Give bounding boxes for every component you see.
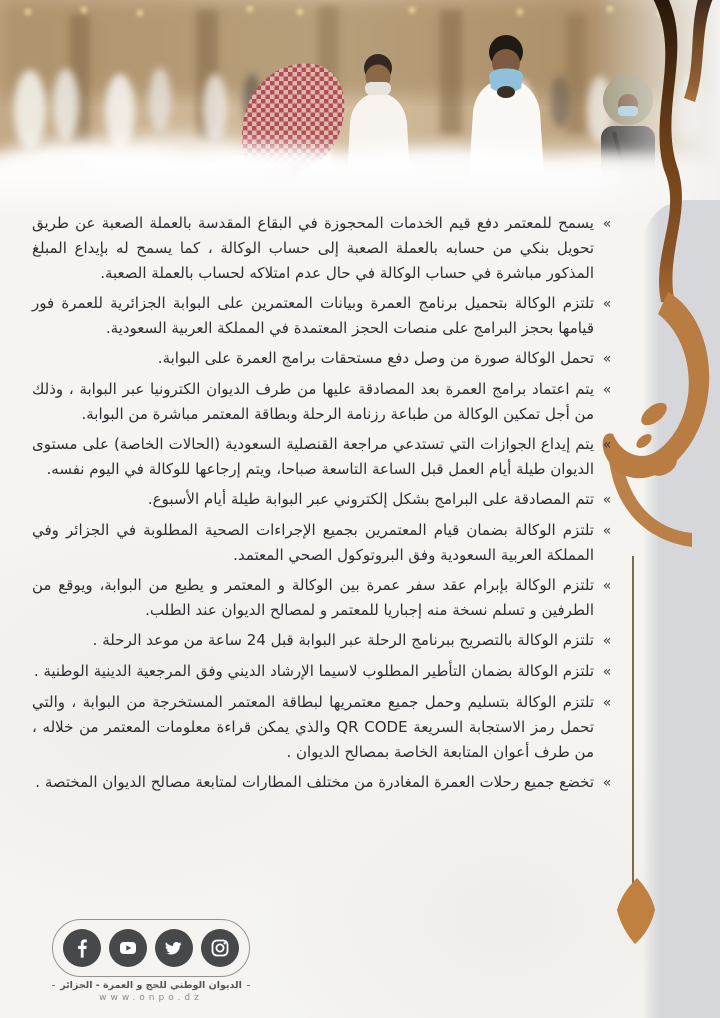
term-text: تلتزم الوكالة بضمان قيام المعتمرين بجميع الإجراءات الصحية المطلوبة في الجزائر وفي المملكة العربية السعودية وفق البروتوكول الصحي المعتمد. bbox=[32, 521, 594, 564]
term-item bbox=[32, 487, 620, 513]
term-item bbox=[32, 573, 620, 623]
term-text: تلتزم الوكالة بتسليم وحمل جميع معتمريها لبطاقة المعتمر المستخرجة من البوابة ، والتي تحمل رمز الاستجابة السريعة QR CODE والذي يمكن قراءة معلومات المعتمر من خلاله ، من طرف أعوان المتابعة الخاصة بمصالح الديوان . bbox=[32, 693, 594, 761]
term-text: تحمل الوكالة صورة من وصل دفع مستحقات برامج العمرة على البوابة. bbox=[157, 349, 594, 367]
bullet-marker: « bbox=[602, 296, 612, 312]
term-item bbox=[32, 377, 620, 427]
term-item bbox=[32, 346, 620, 372]
term-item bbox=[32, 628, 620, 654]
term-item bbox=[32, 659, 620, 685]
diamond-ornament bbox=[616, 878, 656, 944]
term-item bbox=[32, 211, 620, 286]
term-text: يسمح للمعتمر دفع قيم الخدمات المحجوزة في البقاع المقدسة بالعملة الصعبة عن طريق تحويل بنكي من حسابه بالعملة الصعبة إلى حساب الوكالة ، كما يسمح له بإيداع المبلغ المذكور مباشرة في حساب الوكالة في حال عدم امتلاكه لحساب بالعملة الصعبة. bbox=[32, 214, 594, 282]
org-name-line bbox=[52, 980, 250, 991]
bullet-marker: « bbox=[602, 578, 612, 594]
term-text: تلتزم الوكالة بتحميل برنامج العمرة وبيانات المعتمرين على البوابة الجزائرية للعمرة فور قيامها بحجز البرامج على منصات الحجز المعتمدة في المملكة العربية السعودية. bbox=[32, 294, 594, 337]
term-item bbox=[32, 770, 620, 796]
bullet-marker: « bbox=[602, 216, 612, 232]
term-text: تلتزم الوكالة بإبرام عقد سفر عمرة بين الوكالة و المعتمر و يطبع من البوابة، ويوقع من الطرفين و تسلم نسخة منه إجباريا للمعتمر و لمصالح الديوان عند الطلب. bbox=[32, 576, 594, 619]
bullet-marker: « bbox=[602, 382, 612, 398]
dash-decoration bbox=[247, 985, 250, 986]
org-name: الديوان الوطني للحج و العمرة - الجزائر bbox=[60, 980, 242, 991]
bullet-marker: « bbox=[602, 695, 612, 711]
bullet-marker: « bbox=[602, 775, 612, 791]
divider-line bbox=[632, 556, 634, 884]
term-item bbox=[32, 291, 620, 341]
term-item bbox=[32, 432, 620, 482]
term-text: تلتزم الوكالة بالتصريح ببرنامج الرحلة عبر البوابة قبل 24 ساعة من موعد الرحلة . bbox=[92, 631, 594, 649]
twitter-icon[interactable] bbox=[155, 929, 193, 967]
footer bbox=[52, 919, 250, 1003]
instagram-icon[interactable] bbox=[201, 929, 239, 967]
term-text: تخضع جميع رحلات العمرة المغادرة من مختلف المطارات لمتابعة مصالح الديوان المختصة . bbox=[35, 773, 594, 791]
bullet-marker: « bbox=[602, 664, 612, 680]
term-text: تلتزم الوكالة بضمان التأطير المطلوب لاسيما الإرشاد الديني وفق المرجعية الدينية الوطنية . bbox=[33, 662, 594, 680]
term-item bbox=[32, 690, 620, 765]
term-text: يتم اعتماد برامج العمرة بعد المصادقة عليها من طرف الديوان الكترونيا عبر البوابة ، وذلك من أجل تمكين الوكالة من طباعة رزنامة الرحلة وبطاقة المعتمر مباشرة من البوابة. bbox=[32, 380, 594, 423]
bullet-marker: « bbox=[602, 351, 612, 367]
youtube-icon[interactable] bbox=[109, 929, 147, 967]
terms-list bbox=[32, 211, 620, 801]
bullet-marker: « bbox=[602, 523, 612, 539]
bullet-marker: « bbox=[602, 633, 612, 649]
facebook-icon[interactable] bbox=[63, 929, 101, 967]
term-text: يتم إيداع الجوازات التي تستدعي مراجعة القنصلية السعودية (الحالات الخاصة) على مستوى الديوان طيلة أيام العمل قبل الساعة التاسعة صباحا، ويتم إرجاعها للوكالة في اليوم نفسه. bbox=[32, 435, 594, 478]
bullet-marker: « bbox=[602, 437, 612, 453]
term-text: تتم المصادقة على البرامج بشكل إلكتروني عبر البوابة طيلة أيام الأسبوع. bbox=[147, 490, 594, 508]
dash-decoration bbox=[52, 985, 55, 986]
term-item bbox=[32, 518, 620, 568]
social-links bbox=[52, 919, 250, 977]
website-url: www.onpo.dz bbox=[99, 993, 203, 1003]
bullet-marker: « bbox=[602, 492, 612, 508]
